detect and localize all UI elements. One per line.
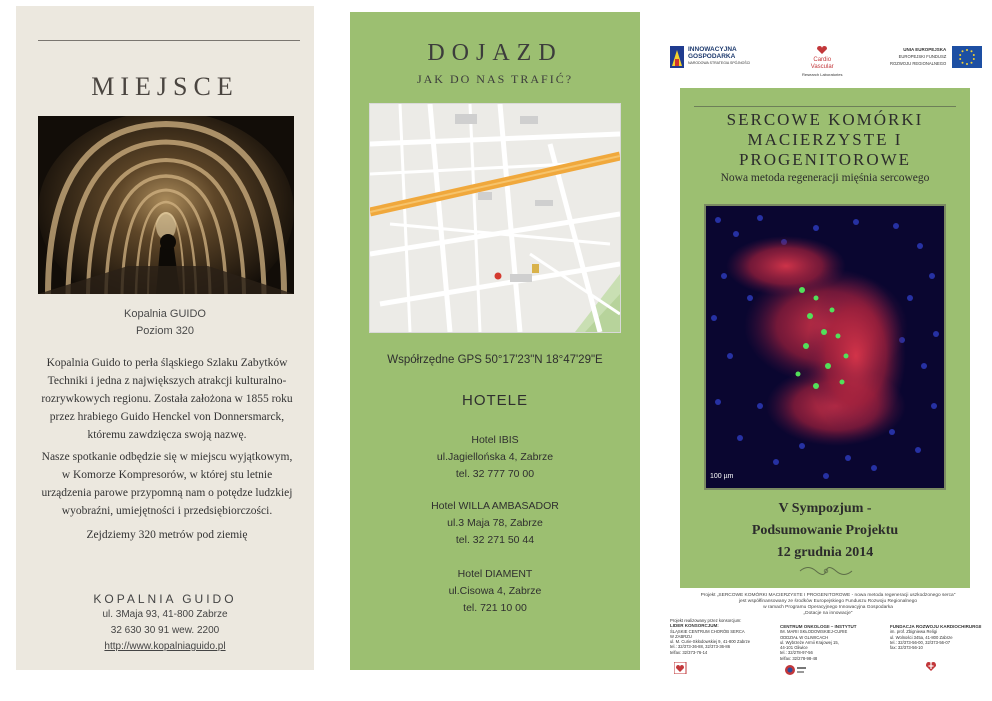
- innowacyjna-gospodarka-logo: [670, 46, 750, 67]
- partner-foundation: [890, 624, 992, 650]
- partner-intro: Projekt realizowany przez konsorcjum:: [670, 618, 742, 623]
- partner-line: ul. Wybrzeże Armii Krajowej 15,: [780, 639, 839, 645]
- ig-line1: INNOWACYJNA: [688, 46, 737, 53]
- location-heading: MIEJSCE: [91, 72, 239, 101]
- ig-mark-icon: [670, 46, 684, 68]
- location-panel: [16, 6, 314, 670]
- depth-note: Zejdziemy 320 metrów pod ziemię: [86, 529, 248, 541]
- partner-line: ŚLĄSKIE CENTRUM CHORÓB SERCA: [670, 628, 745, 634]
- directions-heading: DOJAZD: [427, 40, 563, 66]
- symposium-line-1: V Sympozjum -: [778, 501, 872, 516]
- partner-line: telfax: 32/373-76-14: [670, 649, 708, 655]
- partner-line: tel.: 32/373-36-88, 32/373-36-86: [670, 644, 731, 650]
- hotel-address: ul.Jagiellońska 4, Zabrze: [436, 451, 554, 463]
- partner-line: IM. MARII SKŁODOWSKIEJ-CURIE: [780, 629, 848, 635]
- location-level: Poziom 320: [135, 325, 195, 337]
- partner-leader: [670, 618, 774, 655]
- footer-address: ul. 3Maja 93, 41-800 Zabrze: [102, 609, 228, 620]
- partner-oncology: [780, 624, 884, 661]
- description-paragraph: Kopalnia Guido to perła śląskiego Szlaku Zabytków Techniki i jedna z największych atrakcji kulturalno-rozrywkowych regionu. Została założona w 1855 roku przez hrabiego Guido Henckel von Donnersmarck, któremu zawdzięcza swoją nazwę.: [41, 357, 293, 441]
- hotel-entry: [350, 566, 640, 617]
- consortium-partners: [670, 618, 984, 688]
- hotel-name: Hotel DIAMENT: [457, 568, 533, 580]
- foundation-logo-icon: [920, 660, 942, 672]
- project-line-4: „Dotacje na innowacje": [803, 611, 853, 616]
- title-line-2: MACIERZYSTE I: [747, 130, 903, 149]
- footer-phone: 32 630 30 91 wew. 2200: [110, 625, 220, 636]
- partner-line: tel.: 32/278-97-56: [780, 650, 813, 656]
- sponsor-logos: [664, 40, 988, 80]
- eu-fund-logo: [890, 46, 982, 68]
- hotel-phone: tel. 721 10 00: [463, 602, 527, 614]
- hotel-address: ul.3 Maja 78, Zabrze: [447, 517, 543, 529]
- cover-title: [680, 110, 970, 170]
- footer-link[interactable]: http://www.kopalniaguido.pl: [104, 641, 226, 652]
- heart-center-logo-icon: [674, 662, 696, 674]
- cardio-line2: Vascular: [810, 64, 834, 70]
- hotels-heading: HOTELE: [461, 392, 528, 409]
- oncology-logo-icon: [784, 664, 806, 676]
- title-line-3: PROGENITOROWE: [738, 150, 912, 169]
- project-note: [684, 593, 972, 617]
- scale-bar-label: 100 µm: [710, 473, 734, 480]
- symposium-panel: [664, 40, 988, 690]
- gps-coordinates: Współrzędne GPS 50°17'23"N 18°47'29"E: [387, 354, 603, 366]
- hotel-phone: tel. 32 271 50 44: [455, 534, 535, 546]
- cardio-line1: Cardio: [813, 57, 832, 63]
- hotel-address: ul.Cisowa 4, Zabrze: [448, 585, 542, 597]
- eu-line1: UNIA EUROPEJSKA: [903, 47, 947, 52]
- partner-line: ul. M. Curie-Skłodowskiej 9, 41-800 Zabrze: [670, 639, 751, 645]
- heart-icon: [817, 46, 827, 54]
- ig-line2: GOSPODARKA: [688, 53, 736, 60]
- hotel-phone: tel. 32 777 70 00: [455, 468, 535, 480]
- ornament-swirl-icon: [798, 564, 854, 578]
- partner-line: W ZABRZU: [670, 633, 692, 639]
- partner-line: ODDZIAŁ W GLIWICACH: [780, 634, 829, 640]
- meeting-paragraph: Nasze spotkanie odbędzie się w miejscu wyjątkowym, w Komorze Kompresorów, w której stu letnie urządzenia parowe przypomną nam o potędze ludzkiej wyobraźni, umiejętności i przedsiębiorczości.: [41, 451, 293, 517]
- symposium-cover: [680, 88, 970, 588]
- hotel-entry: [350, 432, 640, 483]
- project-line-1: Projekt „SERCOWE KOMÓRKI MACIERZYSTE I PROGENITOROWE - nowa metoda regeneracji uszkodzonego serca": [700, 593, 956, 598]
- symposium-line-2: Podsumowanie Projektu: [751, 523, 899, 538]
- directions-subheading: JAK DO NAS TRAFIĆ?: [416, 72, 574, 86]
- partner-name: LIDER KONSORCJUM:: [670, 623, 719, 629]
- title-line-1: SERCOWE KOMÓRKI: [726, 110, 924, 129]
- partner-name: FUNDACJA ROZWOJU KARDIOCHIRURGII: [890, 624, 982, 629]
- partner-line: im. prof. Zbigniewa Religi: [890, 629, 938, 635]
- cover-divider: [694, 106, 956, 107]
- partner-line: tel.: 32/373-56-00, 32/373-56-07: [890, 639, 951, 645]
- project-line-3: w ramach Programu Operacyjnego Innowacyjna Gospodarka: [763, 605, 893, 610]
- footer-title: KOPALNIA GUIDO: [93, 592, 237, 606]
- location-name: Kopalnia GUIDO: [124, 308, 206, 320]
- partner-line: fax: 32/373-56-10: [890, 645, 923, 651]
- partner-line: telfax: 32/278-98-48: [780, 655, 818, 661]
- cardio-line3: Research Laboratories: [802, 72, 843, 77]
- eu-line3: ROZWOJU REGIONALNEGO: [890, 61, 947, 66]
- hotel-name: Hotel IBIS: [471, 434, 519, 446]
- directions-panel: [350, 12, 640, 670]
- symposium-info: [680, 498, 970, 564]
- ig-line3: NARODOWA STRATEGIA SPÓJNOŚCI: [688, 61, 751, 65]
- partner-line: 44-101 Gliwice: [780, 645, 808, 651]
- hotel-name: Hotel WILLA AMBASADOR: [431, 500, 559, 512]
- eu-flag-icon: [952, 46, 982, 68]
- partner-name: CENTRUM ONKOLOGII – INSTYTUT: [780, 624, 857, 629]
- project-line-2: jest współfinansowany ze środków Europejskiego Funduszu Rozwoju Regionalnego: [738, 599, 918, 604]
- cardiovascular-logo: [802, 46, 842, 78]
- microscopy-image: [706, 206, 944, 488]
- location-map: [370, 104, 620, 332]
- top-divider: [38, 40, 300, 41]
- eu-line2: EUROPEJSKI FUNDUSZ: [898, 54, 947, 59]
- symposium-date: 12 grudnia 2014: [776, 545, 874, 560]
- mine-tunnel-photo: [38, 116, 294, 294]
- cover-subtitle: Nowa metoda regeneracji mięśnia sercowego: [720, 172, 930, 184]
- hotel-entry: [350, 498, 640, 549]
- partner-line: ul. Wolności 345a, 41-800 Zabrze: [890, 634, 953, 640]
